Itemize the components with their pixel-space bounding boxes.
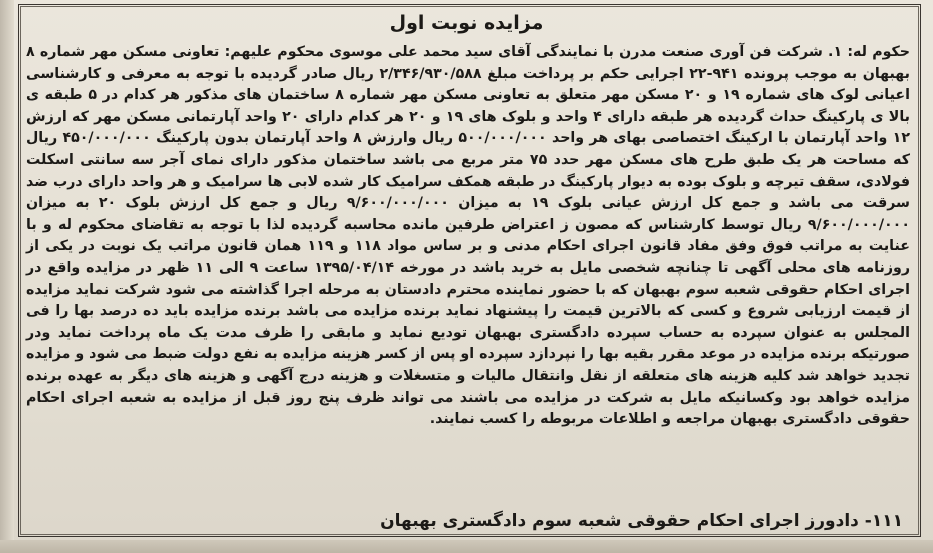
- notice-title: مزایده نوبت اول: [389, 12, 544, 34]
- notice-signature: ۱۱۱- دادورز اجرای احکام حقوقی شعبه سوم دادگستری بهبهان: [380, 511, 903, 531]
- paper-bottom-fold: [0, 540, 933, 553]
- notice-body: حکوم له: ۱. شرکت فن آوری صنعت مدرن با نمایندگی آقای سید محمد علی موسوی محکوم علیهم: تعاونی مسکن مهر شماره ۸ بهبهان به موجب پرونده ۹۴۱-۲۲ اجرایی حکم بر پرداخت مبلغ ۲/۳۴۶/۹۳۰/۵۸۸ ریال صادر گردیده با توجه به معرفی و کارشناسی اعیانی لوک های شماره ۱۹ و ۲۰ مسکن مهر متعلق به تعاونی مسکن مهر شماره ۸ ساختمان های مذکور هر کدام در ۵ طبقه ی بالا ی پارکینگ حداث گردیده هر طبقه دارای ۴ واحد و بلوک های ۱۹ و ۲۰ هر کدام دارای ۲۰ واحد آپارتمانی مسکن مهر که ارزش ۱۲ واحد آپارتمان با ارکینگ اختصاصی بهای هر واحد ۵۰۰/۰۰۰/۰۰۰ ریال وارزش ۸ واحد آپارتمان بدون پارکینگ ۴۵۰/۰۰۰/۰۰۰ ریال که مساحت هر یک طبق طرح های مسکن مهر حدد ۷۵ متر مربع می باشد ساختمان مذکور دارای نمای آجر سه سانتی اسکلت فولادی، سقف تیرچه و بلوک بوده به دیوار پارکینگ در طبقه همکف سرامیک کار شده لابی ها سرامیک و هر واحد دارای درب ضد سرقت می باشد و جمع کل ارزش عیانی بلوک ۱۹ به میزان ۹/۶۰۰/۰۰۰/۰۰۰ ریال و جمع کل ارزش بلوک ۲۰ به میزان ۹/۶۰۰/۰۰۰/۰۰۰ ریال توسط کارشناس که مصون ز اعتراض طرفین مانده محاسبه گردیده لذا با توجه به تقاضای محکوم له و با عنایت به مراتب فوق وفق مفاد قانون اجرای احکام مدنی و بر ساس مواد ۱۱۸ و ۱۱۹ همان قانون مراتب یک نوبت در یکی از روزنامه های محلی آگهی تا چنانچه شخصی مایل به خرید باشد در مورخه ۱۳۹۵/۰۴/۱۴ ساعت ۹ الی ۱۱ ظهر در مزایده واقع در اجرای احکام حقوقی شعبه سوم بهبهان که با حضور نماینده محترم دادستان به مرحله اجرا گذاشته می شود شرکت نماید مزایده از قیمت ارزیابی شروع و کسی که بالاترین قیمت را پیشنهاد نماید برنده مزایده می باشد برنده مزایده باید ده درصد بها را فی المجلس به عنوان سپرده به حساب سپرده دادگستری بهبهان تودیع نماید و مابقی را ظرف مدت یک ماه پرداخت نماید ودر صورتیکه برنده مزایده در موعد مقرر بقیه بها را نپردازد سپرده او پس از کسر هزینه مزایده به نفع دولت ضبط می شود و مزایده تجدید خواهد شد کلیه هزینه های متعلقه از نقل وانتقال مالیات و متسغلات و هزینه درج آگهی و هزینه های دیگر به عهده برنده مزایده خواهد بود وکسانیکه مایل به شرکت در مزایده می باشند می تواند ظرف پنج روز قبل از مزایده به شعبه اجرای احکام حقوقی دادگستری بهبهان مراجعه و اطلاعات مربوطه را کسب نمایند.: [26, 44, 911, 428]
- paper-fold-edge: [0, 0, 14, 553]
